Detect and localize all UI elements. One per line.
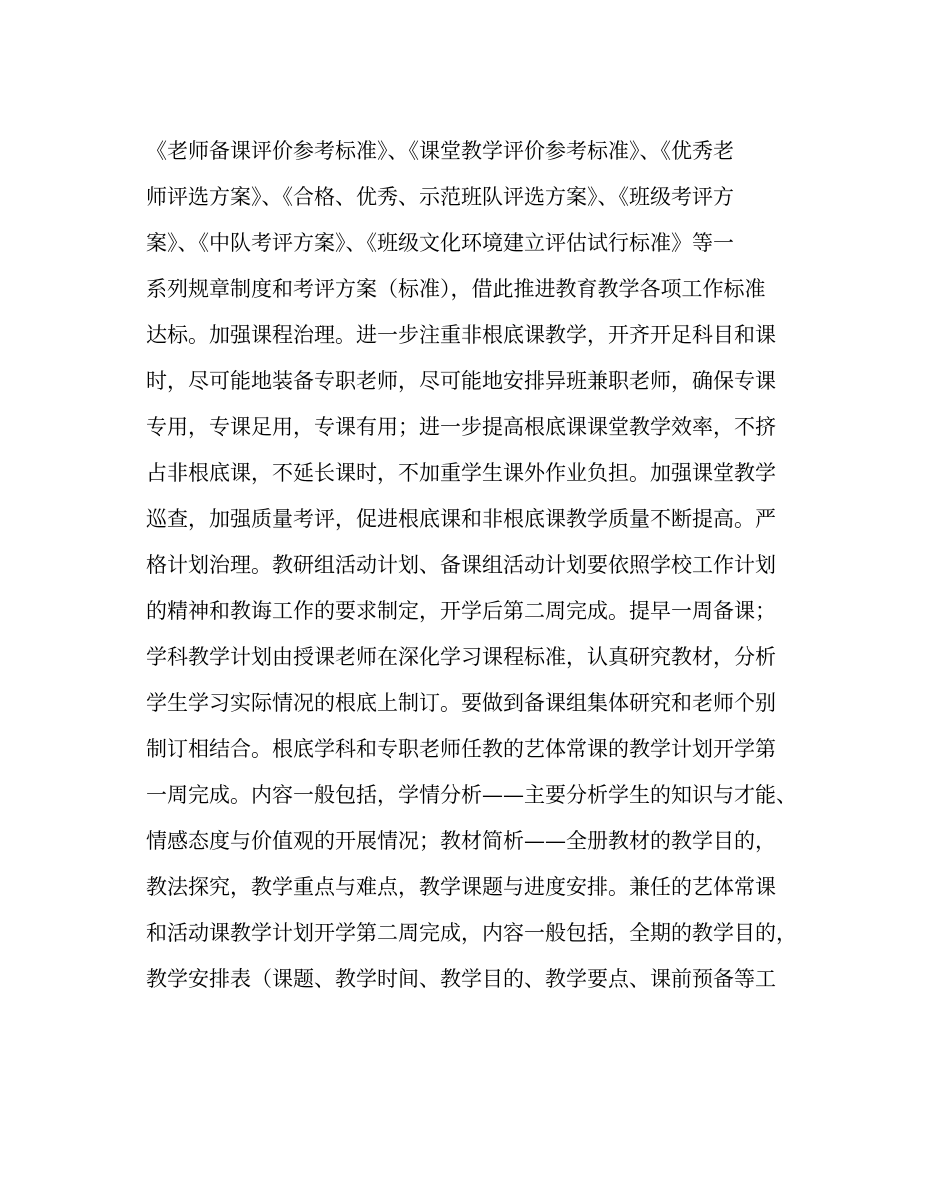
text-line: 《老师备课评价参考标准》、《课堂教学评价参考标准》、《优秀老 (146, 139, 734, 163)
text-line: 格计划治理。教研组活动计划、备课组活动计划要依照学校工作计划 (146, 553, 776, 577)
text-line: 系列规章制度和考评方案（标准），借此推进教育教学各项工作标准 (146, 277, 766, 301)
text-line: 占非根底课，不延长课时，不加重学生课外作业负担。加强课堂教学 (146, 461, 776, 485)
text-line: 的精神和教诲工作的要求制定，开学后第二周完成。提早一周备课； (146, 599, 776, 623)
text-line: 案》、《中队考评方案》、《班级文化环境建立评估试行标准》等一 (146, 231, 734, 255)
text-line: 教学安排表（课题、教学时间、教学目的、教学要点、课前预备等工 (146, 967, 776, 991)
text-line: 时，尽可能地装备专职老师，尽可能地安排异班兼职老师，确保专课 (146, 369, 776, 393)
text-line: 达标。加强课程治理。进一步注重非根底课教学，开齐开足科目和课 (146, 323, 776, 347)
text-line: 情感态度与价值观的开展情况；教材简析——全册教材的教学目的， (146, 829, 776, 853)
text-line: 和活动课教学计划开学第二周完成，内容一般包括，全期的教学目的， (146, 921, 797, 945)
text-line: 制订相结合。根底学科和专职老师任教的艺体常课的教学计划开学第 (146, 737, 776, 761)
text-line: 一周完成。内容一般包括，学情分析——主要分析学生的知识与才能、 (146, 783, 797, 807)
text-line: 学科教学计划由授课老师在深化学习课程标准，认真研究教材，分析 (146, 645, 776, 669)
text-line: 学生学习实际情况的根底上制订。要做到备课组集体研究和老师个别 (146, 691, 776, 715)
text-line: 师评选方案》、《合格、优秀、示范班队评选方案》、《班级考评方 (146, 185, 734, 209)
body-text (146, 128, 806, 1002)
text-line: 专用，专课足用，专课有用；进一步提高根底课课堂教学效率，不挤 (146, 415, 776, 439)
text-line: 教法探究，教学重点与难点，教学课题与进度安排。兼任的艺体常课 (146, 875, 776, 899)
text-line: 巡查，加强质量考评，促进根底课和非根底课教学质量不断提高。严 (146, 507, 776, 531)
